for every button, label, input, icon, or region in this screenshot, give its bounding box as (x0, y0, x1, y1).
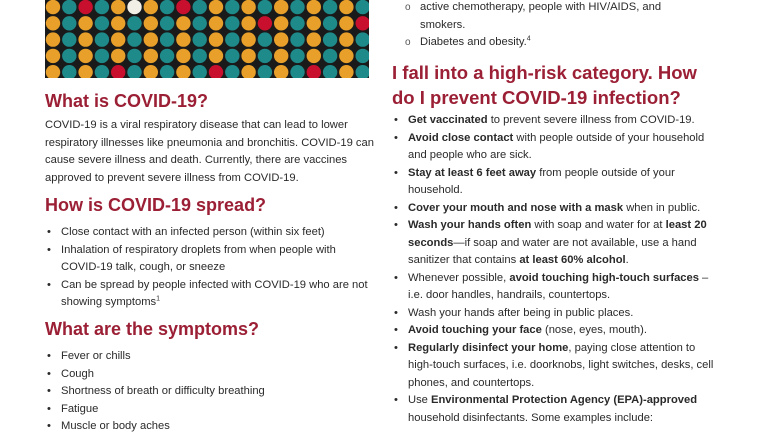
banner-dot (176, 0, 190, 14)
banner-dot (78, 32, 92, 46)
banner-dot (193, 32, 207, 46)
banner-dot (339, 16, 353, 30)
prevention-heading: I fall into a high-risk category. How do I prevent COVID-19 infection? (392, 62, 697, 108)
how-spread-heading: How is COVID-19 spread? (45, 195, 267, 215)
list-item: • Whenever possible, avoid touching high-touch surfaces – i.e. door handles, handrails, countertops. (392, 270, 722, 305)
banner-dot (78, 0, 92, 14)
banner-dot (323, 16, 337, 30)
decorative-dot-banner (45, 0, 369, 78)
banner-dot (209, 32, 223, 46)
list-item: • Shortness of breath or difficulty breathing (45, 383, 375, 401)
banner-dot (46, 32, 60, 46)
banner-dot (78, 16, 92, 30)
banner-dot (290, 16, 304, 30)
list-item: • Can be spread by people infected with COVID-19 who are not showing symptoms$^1$ (45, 277, 375, 312)
list-item: • Fatigue (45, 401, 375, 419)
banner-dot (176, 49, 190, 63)
banner-dot (290, 32, 304, 46)
banner-dot (46, 49, 60, 63)
banner-dot (274, 0, 288, 14)
banner-dot (323, 32, 337, 46)
banner-dot (78, 49, 92, 63)
list-item: • Avoid touching your face (nose, eyes, mouth). (392, 322, 722, 340)
symptoms-heading: What are the symptoms? (45, 319, 260, 339)
banner-dot (144, 16, 158, 30)
banner-dot (127, 32, 141, 46)
banner-dot (209, 0, 223, 14)
banner-dot (160, 0, 174, 14)
banner-dot (62, 49, 76, 63)
banner-dot (258, 0, 272, 14)
banner-dot (176, 16, 190, 30)
banner-dot (62, 32, 76, 46)
banner-dot (241, 0, 255, 14)
symptoms-list (45, 348, 375, 436)
list-item: • Cover your mouth and nose with a mask when in public. (392, 200, 722, 218)
banner-dot (307, 16, 321, 30)
banner-dot (241, 16, 255, 30)
banner-dot (307, 32, 321, 46)
banner-dot (127, 49, 141, 63)
banner-dot (193, 49, 207, 63)
spread-list (45, 224, 375, 312)
list-item: • Wash your hands often with soap and water for at least 20 seconds—if soap and water are not available, use a hand sanitizer that contains at least 60% alcohol. (392, 217, 722, 270)
banner-dot (225, 0, 239, 14)
risk-sublist (404, 0, 704, 52)
banner-dot (193, 0, 207, 14)
banner-dot (339, 0, 353, 14)
banner-dot (95, 49, 109, 63)
list-item: • Regularly disinfect your home, paying close attention to high-touch surfaces, i.e. doorknobs, light switches, desks, cell phones, and countertops. (392, 340, 722, 393)
banner-dot (160, 49, 174, 63)
prevention-list (392, 112, 722, 427)
banner-dot (209, 16, 223, 30)
banner-dot (225, 49, 239, 63)
list-item: • Close contact with an infected person (within six feet) (45, 224, 375, 242)
banner-dot (274, 32, 288, 46)
list-item: • Inhalation of respiratory droplets from when people with COVID-19 talk, cough, or sneeze (45, 242, 375, 277)
banner-dot (241, 49, 255, 63)
banner-dot (241, 32, 255, 46)
banner-dot (225, 32, 239, 46)
list-item: • Avoid close contact with people outside of your household and people who are sick. (392, 130, 722, 165)
banner-dot (95, 16, 109, 30)
footnote-ref: 1 (156, 295, 161, 303)
banner-dot (323, 0, 337, 14)
banner-dot (339, 49, 353, 63)
banner-dot (307, 0, 321, 14)
banner-dot (323, 49, 337, 63)
banner-dot (111, 0, 125, 14)
banner-dot (225, 16, 239, 30)
banner-dot (176, 32, 190, 46)
banner-dot (290, 0, 304, 14)
list-item: o Diabetes and obesity.$^4$ (404, 34, 704, 52)
banner-dot (258, 32, 272, 46)
banner-dot (127, 0, 141, 14)
banner-dot (62, 16, 76, 30)
banner-dot (95, 0, 109, 14)
banner-dot (274, 49, 288, 63)
banner-dot (258, 16, 272, 30)
banner-dot (144, 49, 158, 63)
banner-dot (160, 32, 174, 46)
banner-dot (144, 32, 158, 46)
banner-dot (290, 49, 304, 63)
banner-dot (307, 49, 321, 63)
list-item: • Stay at least 6 feet away from people outside of your household. (392, 165, 722, 200)
list-item: • Wash your hands after being in public places. (392, 305, 722, 323)
banner-dot (258, 49, 272, 63)
banner-dot (95, 32, 109, 46)
banner-dot (160, 16, 174, 30)
banner-dot (111, 16, 125, 30)
banner-dot (144, 0, 158, 14)
list-item: • Get vaccinated to prevent severe illness from COVID-19. (392, 112, 722, 130)
banner-dot (46, 0, 60, 14)
footnote-ref: 4 (526, 35, 531, 43)
what-is-covid-heading: What is COVID-19? (45, 91, 209, 111)
banner-dot (127, 16, 141, 30)
list-item: o active chemotherapy, people with HIV/AIDS, and smokers. (404, 0, 704, 34)
list-item: • Muscle or body aches (45, 418, 375, 436)
list-item: • Use Environmental Protection Agency (EPA)-approved household disinfectants. Some examples include: (392, 392, 722, 427)
banner-dot (209, 49, 223, 63)
banner-dot (274, 16, 288, 30)
banner-dot (111, 49, 125, 63)
banner-dot (339, 32, 353, 46)
banner-dot (111, 32, 125, 46)
banner-dot (62, 0, 76, 14)
list-item: • Fever or chills (45, 348, 375, 366)
banner-dot (193, 16, 207, 30)
list-item: • Cough (45, 366, 375, 384)
banner-dot (46, 16, 60, 30)
what-is-covid-paragraph: COVID-19 is a viral respiratory disease that can lead to lower respiratory illnesses like pneumonia and bronchitis. COVID-19 can cause severe illness and death. Currently, there are vaccines approved to prevent severe illness from COVID-19. (45, 119, 374, 184)
